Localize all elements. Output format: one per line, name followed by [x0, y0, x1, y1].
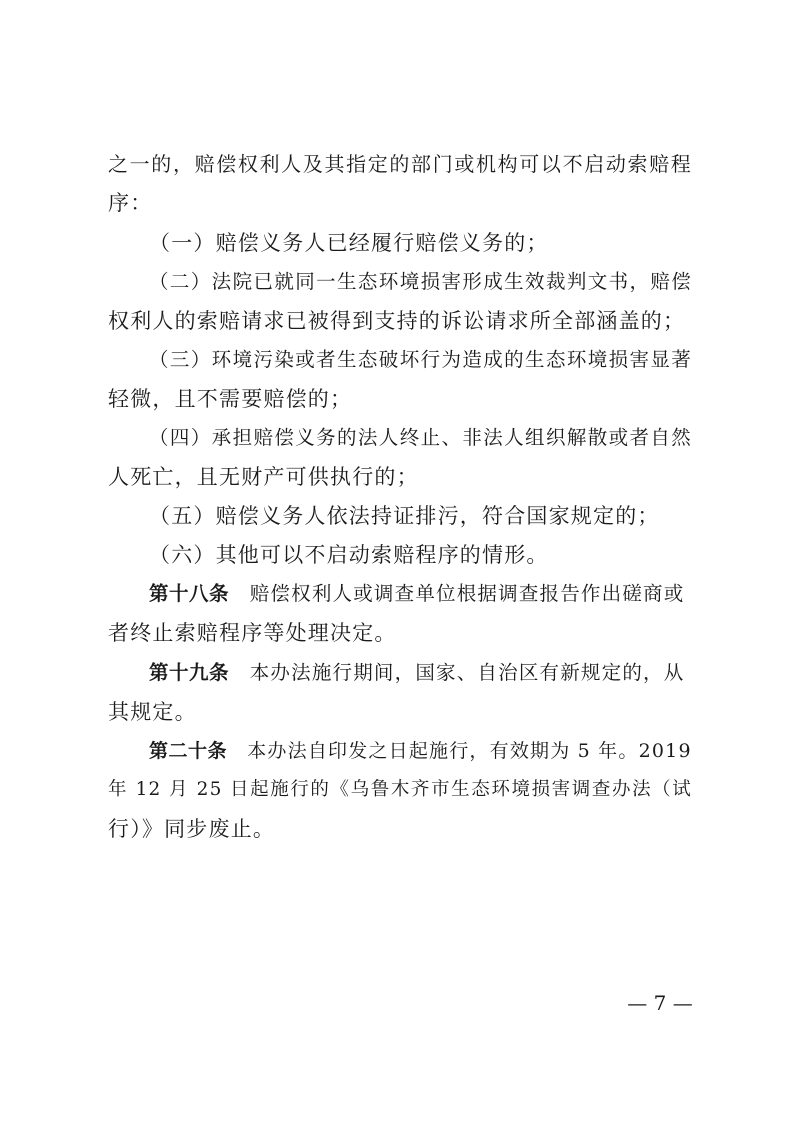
page-number: — 7 — [627, 991, 693, 1015]
article-20-line-1 [149, 737, 692, 765]
list-item-4-line-1: （四）承担赔偿义务的法人终止、非法人组织解散或者自然 [149, 426, 692, 449]
article-20-line-2: 年 12 月 25 日起施行的《乌鲁木齐市生态环境损害调查办法（试 [108, 779, 692, 800]
article-18-text-1: 赔偿权利人或调查单位根据调查报告作出磋商或 [249, 582, 685, 605]
article-18-line-1 [149, 580, 692, 608]
list-item-4-line-2: 人死亡，且无财产可供执行的； [108, 465, 419, 489]
article-20-text-1: 本办法自印发之日起施行，有效期为 5 年。2019 [247, 740, 692, 762]
article-19-heading: 第十九条 [149, 661, 230, 684]
article-19-text-1: 本办法施行期间，国家、自治区有新规定的，从 [249, 661, 685, 684]
body-line-1: 之一的，赔偿权利人及其指定的部门或机构可以不启动索赔程 [108, 152, 692, 176]
article-19-line-2: 其规定。 [108, 700, 197, 724]
article-20-line-3: 行）》同步废止。 [108, 817, 276, 841]
article-18-line-2: 者终止索赔程序等处理决定。 [108, 621, 397, 645]
list-item-5: （五）赔偿义务人依法持证排污，符合国家规定的； [149, 504, 660, 528]
article-20-heading: 第二十条 [149, 740, 228, 762]
list-item-6: （六）其他可以不启动索赔程序的情形。 [149, 543, 549, 567]
body-line-2: 序： [108, 191, 153, 215]
list-item-1: （一）赔偿义务人已经履行赔偿义务的； [149, 231, 549, 255]
list-item-3-line-1: （三）环境污染或者生态破坏行为造成的生态环境损害显著 [149, 348, 692, 371]
article-18-heading: 第十八条 [149, 582, 230, 605]
list-item-3-line-2: 轻微，且不需要赔偿的； [108, 387, 353, 411]
list-item-2-line-1: （二）法院已就同一生态环境损害形成生效裁判文书，赔偿 [149, 270, 692, 293]
article-19-line-1 [149, 659, 692, 687]
list-item-2-line-2: 权利人的索赔请求已被得到支持的诉讼请求所全部涵盖的； [108, 309, 686, 333]
